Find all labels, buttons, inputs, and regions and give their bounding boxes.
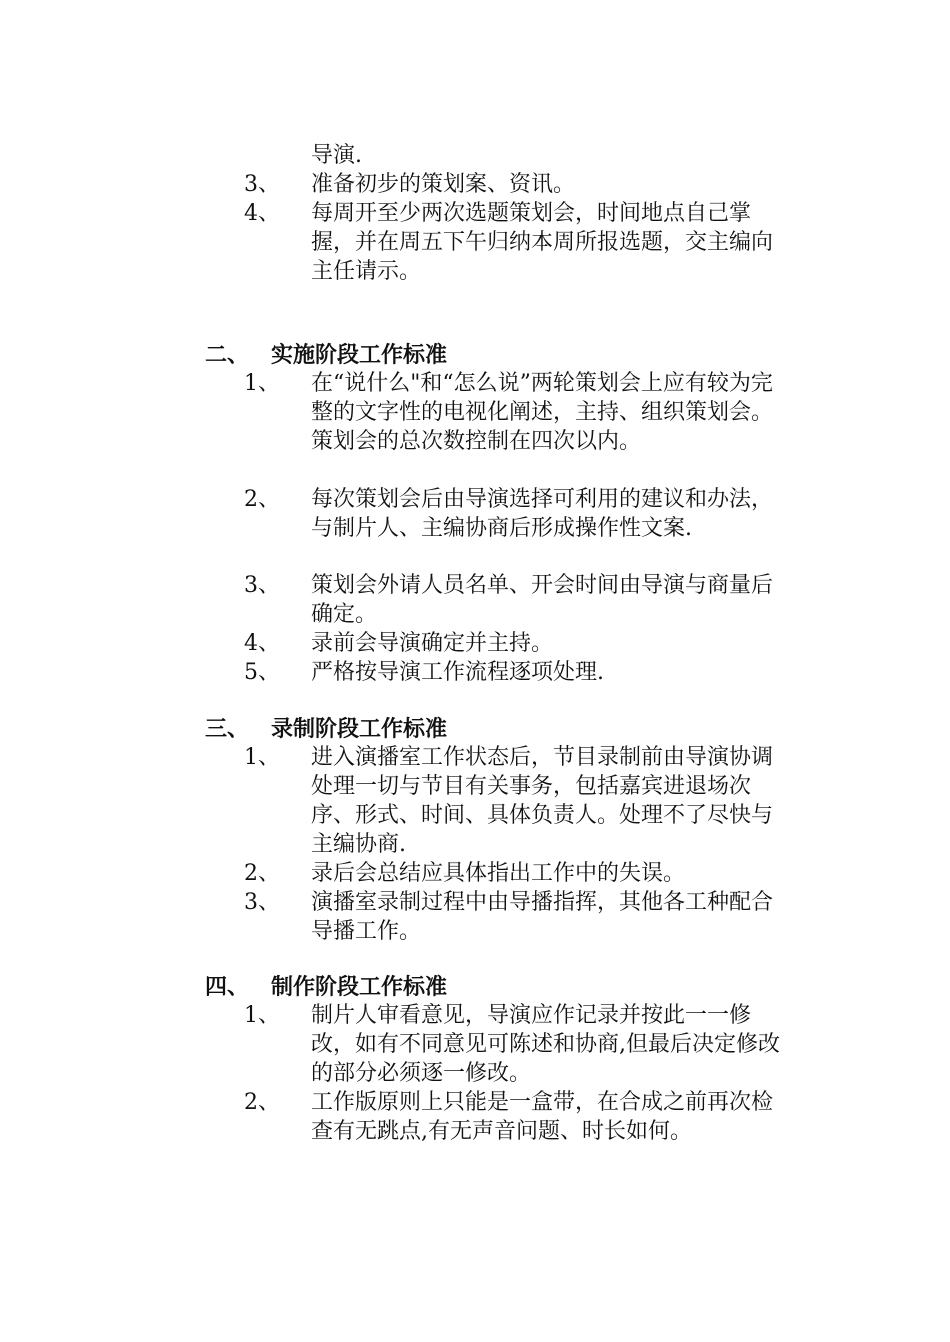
item-text: 进入演播室工作状态后，节目录制前由导演协调处理一切与节目有关事务，包括嘉宾进退场次序、形式、时间、具体负责人。处理不了尽快与主编协商. [311,745,774,857]
list-item [244,170,804,199]
section-heading [205,341,447,369]
item-number: 4、 [244,631,280,656]
item-number: 3、 [244,172,280,197]
list-item [244,743,804,859]
list-item [244,1001,804,1088]
item-text: 准备初步的策划案、资讯。 [311,172,576,197]
list-item [244,199,804,286]
item-number: 1、 [244,371,280,396]
list-item [244,629,804,658]
item-text: 每次策划会后由导演选择可利用的建议和办法，与制片人、主编协商后形成操作性文案. [311,487,774,541]
list-item [244,658,804,687]
item-number: 1、 [244,1003,280,1028]
section-number: 三、 [205,716,250,742]
item-text: 录前会导演确定并主持。 [311,631,554,656]
item-text: 演播室录制过程中由导播指挥，其他各工种配合导播工作。 [311,890,774,944]
list-item [244,485,804,543]
list-item [244,369,804,456]
section-title: 录制阶段工作标准 [271,716,448,742]
section-title: 实施阶段工作标准 [271,342,448,368]
item-text: 在“说什么"和“怎么说”两轮策划会上应有较为完整的文字性的电视化阐述，主持、组织策划会。策划会的总次数控制在四次以内。 [311,371,774,454]
item-text: 制片人审看意见，导演应作记录并按此一一修改，如有不同意见可陈述和协商,但最后决定修改的部分必须逐一修改。 [311,1003,780,1086]
item-number: 1、 [244,745,280,770]
list-item [244,859,804,888]
list-item-continued [244,141,804,170]
item-number: 5、 [244,660,280,685]
section-number: 四、 [205,974,250,1000]
item-text: 工作版原则上只能是一盒带，在合成之前再次检查有无跳点,有无声音问题、时长如何。 [311,1090,774,1144]
item-text: 策划会外请人员名单、开会时间由导演与商量后确定。 [311,573,774,627]
section-heading [205,973,447,1001]
item-number: 2、 [244,1090,280,1115]
item-number: 3、 [244,890,280,915]
section-title: 制作阶段工作标准 [271,974,448,1000]
list-item [244,571,804,629]
section-heading [205,715,447,743]
list-item [244,1088,804,1146]
item-number: 2、 [244,861,280,886]
item-text: 每周开至少两次选题策划会，时间地点自己掌握，并在周五下午归纳本周所报选题，交主编向主任请示。 [311,201,774,284]
section-number: 二、 [205,342,250,368]
item-text: 录后会总结应具体指出工作中的失误。 [311,861,686,886]
item-number: 2、 [244,487,280,512]
list-item [244,888,804,946]
item-number: 3、 [244,573,280,598]
item-number: 4、 [244,201,280,226]
item-text: 导演. [311,143,362,168]
item-text: 严格按导演工作流程逐项处理. [311,660,604,685]
